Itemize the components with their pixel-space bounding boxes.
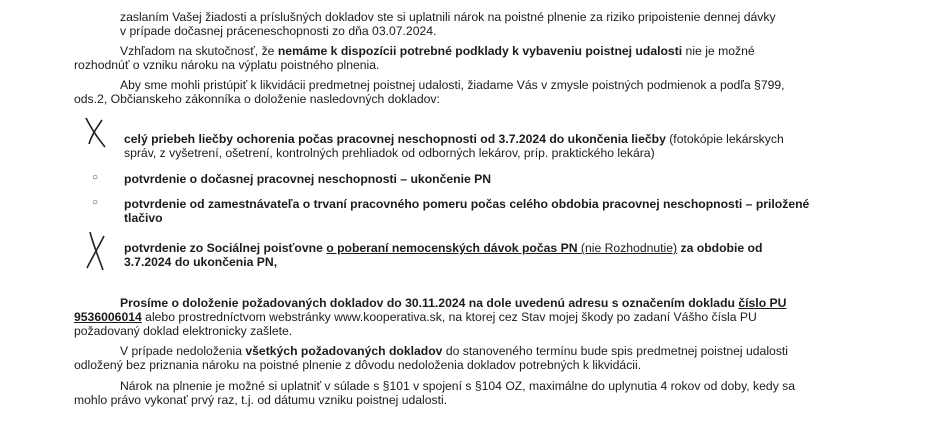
text-line: v prípade dočasnej práceneschopnosti zo dňa 03.07.2024. <box>120 24 437 38</box>
bold-text: potvrdenie zo Sociálnej poisťovne <box>124 241 327 255</box>
text-line <box>124 241 889 255</box>
claim-number-label: číslo PU <box>738 296 787 310</box>
paragraph-limitation <box>74 379 889 407</box>
text-line <box>124 197 889 211</box>
paragraph-deadline <box>74 296 889 338</box>
text-line: požadovaný doklad elektronicky zašlete. <box>74 324 293 338</box>
paragraph-consequence <box>74 344 889 372</box>
text-line <box>74 310 889 324</box>
text-line: rozhodnúť o vzniku nároku na výplatu poistného plnenia. <box>74 58 380 72</box>
text-line <box>74 344 889 358</box>
bold-text: všetkých požadovaných dokladov <box>245 344 443 358</box>
paragraph-missing-documents <box>74 44 889 72</box>
bold-text: potvrdenie od zamestnávateľa o trvaní pracovného pomeru počas celého obdobia pracovnej neschopnosti – priložené <box>124 197 810 211</box>
bold-text: celý priebeh liečby ochorenia počas pracovnej neschopnosti od 3.7.2024 do ukončenia liečby <box>124 132 666 146</box>
text-line: správ, z vyšetrení, ošetrení, kontrolných prehliadok od odborných lekárov, príp. praktického lekára) <box>124 146 655 160</box>
text-span: do stanoveného termínu bude spis predmetnej poistnej udalosti <box>442 344 789 358</box>
text-line: mohlo právo vykonať prvý raz, t.j. od dátumu vzniku poistnej udalosti. <box>74 393 448 407</box>
text-line: zaslaním Vašej žiadosti a príslušných dokladov ste si uplatnili nárok na poistné plnenie za riziko pripoistenie dennej dávky <box>120 10 776 24</box>
text-span: (fotokópie lekárskych <box>665 132 784 146</box>
list-item <box>124 197 889 225</box>
text-line <box>74 44 889 58</box>
underlined-bold-text: o poberaní nemocenských dávok počas PN <box>326 241 578 255</box>
text-line <box>124 255 889 269</box>
handwritten-cross-mark <box>78 228 112 274</box>
underlined-text: (nie Rozhodnutie) <box>577 241 678 255</box>
text-line: Aby sme mohli pristúpiť k likvidácii predmetnej poistnej udalosti, žiadame Vás v zmysle poistných podmienok a podľa §799, <box>120 78 785 92</box>
bullet-circle-icon: ○ <box>92 197 99 208</box>
paragraph-request <box>74 78 889 106</box>
bold-text: Prosíme o doloženie požadovaných dokladov do 30.11.2024 na dole uvedenú adresu s označením dokladu <box>120 296 739 310</box>
claim-number: 9536006014 <box>74 310 142 324</box>
text-span: nie je možné <box>682 44 755 58</box>
handwritten-cross-mark <box>78 114 112 150</box>
text-line <box>124 211 889 225</box>
list-item <box>124 241 889 269</box>
text-line <box>74 296 889 310</box>
text-span: Vzhľadom na skutočnosť, že <box>120 44 278 58</box>
bold-text: tlačivo <box>124 211 163 225</box>
text-span: alebo prostredníctvom webstránky www.kooperativa.sk, na ktorej cez Stav mojej škody po zadaní Vášho čísla PU <box>141 310 757 324</box>
text-line <box>124 132 889 146</box>
bullet-circle-icon: ○ <box>92 172 99 183</box>
bold-text: potvrdenie o dočasnej pracovnej neschopnosti – ukončenie PN <box>124 172 492 186</box>
text-line: odložený bez priznania nároku na poistné plnenie z dôvodu nedoloženia dokladov potrebných k likvidácii. <box>74 358 642 372</box>
text-line <box>124 172 889 186</box>
bold-text: 3.7.2024 do ukončenia PN, <box>124 255 278 269</box>
paragraph-claim-intro <box>74 10 889 38</box>
list-item <box>124 132 889 160</box>
text-line: ods.2, Občianskeho zákonníka o doloženie nasledovných dokladov: <box>74 92 440 106</box>
bold-text: za obdobie od <box>677 241 763 255</box>
bold-text: nemáme k dispozícii potrebné podklady k vybaveniu poistnej udalosti <box>277 44 683 58</box>
text-line: Nárok na plnenie je možné si uplatniť v súlade s §101 v spojení s §104 OZ, maximálne do uplynutia 4 rokov od doby, kedy sa <box>120 379 796 393</box>
text-span: V prípade nedoloženia <box>120 344 246 358</box>
list-item <box>124 172 889 186</box>
